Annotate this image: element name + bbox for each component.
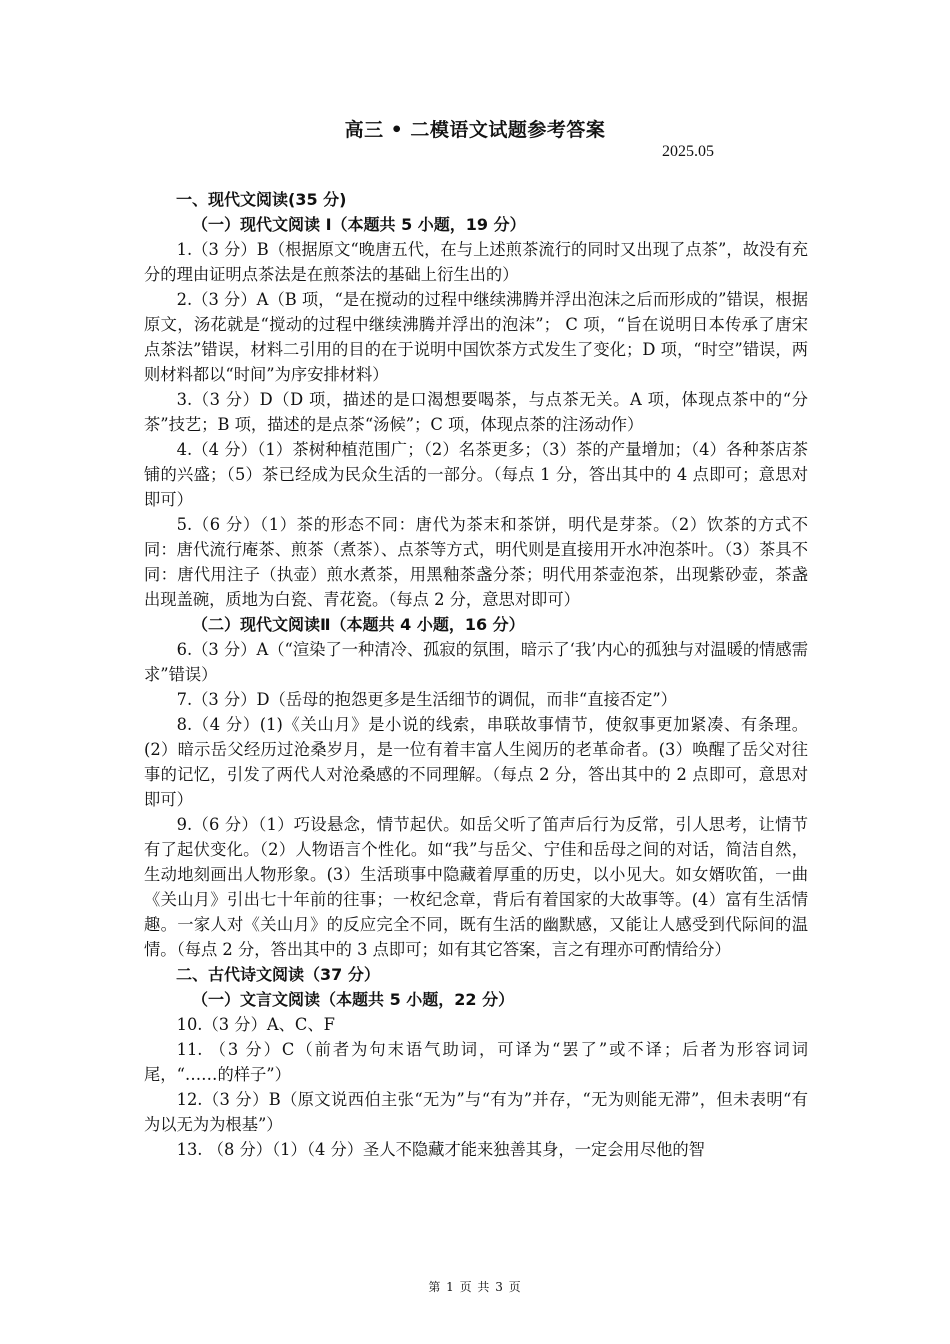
answer-q6: 6.（3 分）A（“渲染了一种清冷、孤寂的氛围，暗示了‘我’内心的孤独与对温暖的情感需求”错误） bbox=[144, 640, 808, 684]
section-heading-2: 二、古代诗文阅读（37 分） bbox=[176, 965, 380, 984]
answer-q5: 5.（6 分）（1）茶的形态不同：唐代为茶末和茶饼，明代是芽茶。（2）饮茶的方式不同：唐代流行庵茶、煎茶（煮茶）、点茶等方式，明代则是直接用开水冲泡茶叶。（3）茶具不同：唐代用注子（执壶）煎水煮茶，用黑釉茶盏分茶；明代用茶壶泡茶，出现紫砂壶，茶盏出现盖碗，质地为白瓷、青花瓷。（每点 2 分，意思对即可） bbox=[144, 515, 808, 609]
page-title: 高三 • 二模语文试题参考答案 bbox=[344, 119, 606, 141]
subsection-heading-1a: （一）现代文阅读 I（本题共 5 小题，19 分） bbox=[192, 215, 526, 234]
answer-q7: 7.（3 分）D（岳母的抱怨更多是生活细节的调侃，而非“直接否定”） bbox=[176, 690, 677, 709]
answer-q8: 8.（4 分）(1)《关山月》是小说的线索，串联故事情节，使叙事更加紧凑、有条理。(2）暗示岳父经历过沧桑岁月，是一位有着丰富人生阅历的老革命者。(3）唤醒了岳父对往事的记忆，引发了两代人对沧桑感的不同理解。（每点 2 分，答出其中的 2 点即可，意思对即可） bbox=[144, 715, 808, 809]
answer-q2: 2.（3 分）A（B 项，“是在搅动的过程中继续沸腾并浮出泡沫之后而形成的”错误，根据原文，汤花就是“搅动的过程中继续沸腾并浮出的泡沫”； C 项，“旨在说明日本传承了唐宋点茶法”错误，材料二引用的目的在于说明中国饮茶方式发生了变化；D 项，“时空”错误，两则材料都以“时间”为序安排材料） bbox=[144, 290, 808, 384]
subsection-heading-1b: （二）现代文阅读Ⅱ（本题共 4 小题，16 分） bbox=[192, 615, 525, 634]
answer-q10: 10.（3 分）A、C、F bbox=[176, 1015, 335, 1034]
subsection-heading-2a: （一）文言文阅读（本题共 5 小题，22 分） bbox=[192, 990, 515, 1009]
answer-body bbox=[144, 187, 808, 1162]
answer-q13: 13. （8 分）（1）（4 分）圣人不隐藏才能来独善其身，一定会用尽他的智 bbox=[176, 1140, 705, 1159]
answer-q12: 12.（3 分）B（原文说西伯主张“无为”与“有为”并存，“无为则能无滞”，但未表明“有为以无为为根基”） bbox=[144, 1090, 808, 1134]
page-footer: 第 1 页 共 3 页 bbox=[428, 1280, 522, 1294]
answer-q4: 4.（4 分）（1）茶树种植范围广；（2）名茶更多；（3）茶的产量增加；（4）各种茶店茶铺的兴盛；（5）茶已经成为民众生活的一部分。（每点 1 分，答出其中的 4 点即可；意思对即可） bbox=[144, 440, 808, 509]
answer-q9: 9.（6 分）（1）巧设悬念，情节起伏。如岳父听了笛声后行为反常，引人思考，让情节有了起伏变化。（2）人物语言个性化。如“我”与岳父、宁佳和岳母之间的对话，简洁自然，生动地刻画出人物形象。(3）生活琐事中隐藏着厚重的历史，以小见大。如女婿吹笛，一曲《关山月》引出七十年前的往事；一枚纪念章，背后有着国家的大故事等。(4）富有生活情趣。一家人对《关山月》的反应完全不同，既有生活的幽默感，又能让人感受到代际间的温情。（每点 2 分，答出其中的 3 点即可；如有其它答案，言之有理亦可酌情给分） bbox=[144, 815, 808, 959]
answer-q1: 1.（3 分）B（根据原文“晚唐五代，在与上述煎茶流行的同时又出现了点茶”，故没有充分的理由证明点茶法是在煎茶法的基础上衍生出的） bbox=[144, 240, 808, 284]
answer-q3: 3.（3 分）D（D 项，描述的是口渴想要喝茶，与点茶无关。A 项，体现点茶中的“分茶”技艺；B 项，描述的是点茶“汤候”；C 项，体现点茶的注汤动作） bbox=[144, 390, 808, 434]
section-heading-1: 一、现代文阅读(35 分) bbox=[176, 190, 347, 209]
document-date: 2025.05 bbox=[662, 143, 714, 160]
answer-q11: 11. （3 分）C（前者为句末语气助词，可译为“罢了”或不译；后者为形容词词尾，“……的样子”） bbox=[144, 1040, 808, 1084]
